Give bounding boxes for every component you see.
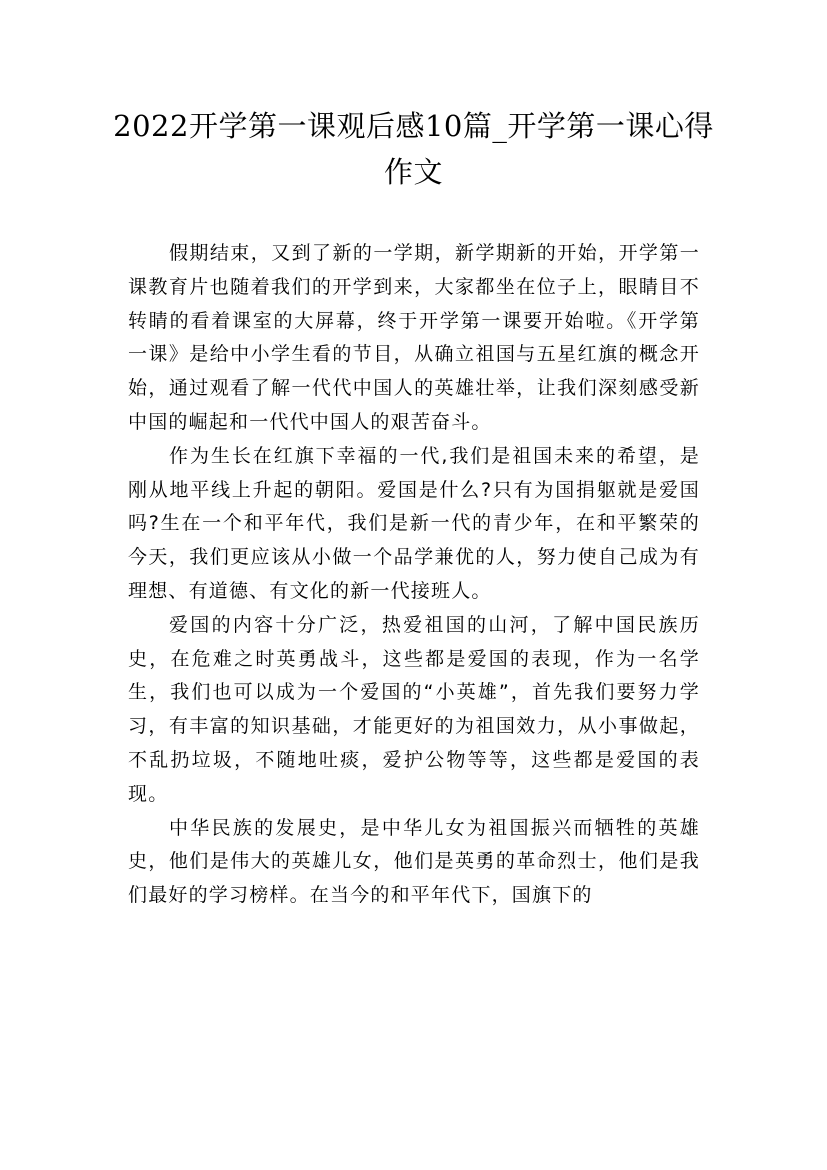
document-body — [128, 237, 700, 913]
paragraph: 作为生长在红旗下幸福的一代,我们是祖国未来的希望，是刚从地平线上升起的朝阳。爱国是什么?只有为国捐躯就是爱国吗?生在一个和平年代，我们是新一代的青少年，在和平繁荣的今天，我们更应该从小做一个品学兼优的人，努力使自己成为有理想、有道德、有文化的新一代接班人。 — [128, 444, 700, 602]
paragraph: 爱国的内容十分广泛，热爱祖国的山河，了解中国民族历史，在危难之时英勇战斗，这些都是爱国的表现，作为一名学生，我们也可以成为一个爱国的“小英雄”，首先我们要努力学习，有丰富的知识基础，才能更好的为祖国效力，从小事做起，不乱扔垃圾，不随地吐痰，爱护公物等等，这些都是爱国的表现。 — [128, 613, 700, 805]
paragraph: 中华民族的发展史，是中华儿女为祖国振兴而牺牲的英雄史，他们是伟大的英雄儿女，他们是英勇的革命烈士，他们是我们最好的学习榜样。在当今的和平年代下，国旗下的 — [128, 816, 700, 907]
document-title: 2022开学第一课观后感10篇_开学第一课心得作文 — [113, 109, 714, 189]
paragraph: 假期结束，又到了新的一学期，新学期新的开始，开学第一课教育片也随着我们的开学到来，大家都坐在位子上，眼睛目不转睛的看着课室的大屏幕，终于开学第一课要开始啦。《开学第一课》是给中小学生看的节目，从确立祖国与五星红旗的概念开始，通过观看了解一代代中国人的英雄壮举，让我们深刻感受新中国的崛起和一代代中国人的艰苦奋斗。 — [128, 242, 700, 433]
